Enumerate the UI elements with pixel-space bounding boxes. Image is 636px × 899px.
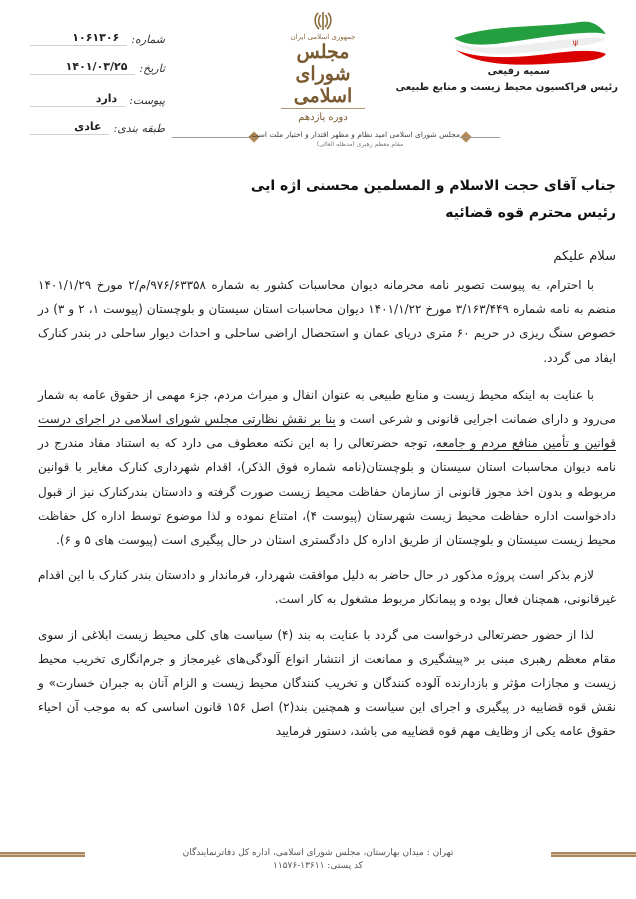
letter-body <box>38 273 616 755</box>
classification-row <box>30 115 165 135</box>
classification-line <box>30 118 109 135</box>
parliament-emblem <box>268 10 378 125</box>
motto-divider-right <box>460 137 500 138</box>
recipient-name: جناب آقای حجت الاسلام و المسلمین محسنی اژه ایی <box>250 178 616 194</box>
sender-name: سمیه رفیعی <box>487 66 550 77</box>
motto-text: مجلس شورای اسلامی امید نظام و مظهر اقتدار و اختیار ملت است. <box>248 130 460 139</box>
letter-number-row <box>30 26 165 46</box>
body-paragraph-3: لازم بذکر است پروژه مذکور در حال حاضر به دلیل موافقت شهردار، فرماندار و دادستان بندر کنارک با این اقدام غیرقانونی، همچنان فعال بوده و پیمانکار مربوط مشغول به کار است. <box>38 568 616 607</box>
letter-date-value: ۱۴۰۱/۰۳/۲۵ <box>65 60 128 73</box>
parliament-term: دوره یازدهم <box>298 112 348 123</box>
attachment-row <box>30 87 165 107</box>
letter-date-row <box>30 55 165 75</box>
motto-divider-left <box>172 137 252 138</box>
emblem-divider <box>281 108 365 109</box>
iran-emblem-icon <box>312 10 334 32</box>
sender-title: رئیس فراکسیون محیط زیست و منابع طبیعی <box>395 82 618 93</box>
footer-postal-code: کد پستی: ۱۳۶۱۱-۱۱۵۷۶ <box>273 861 363 871</box>
letter-number-label: شماره: <box>131 33 165 46</box>
classification-value: عادی <box>74 120 102 133</box>
letter-number-line <box>30 29 127 46</box>
underlined-phrase: بنا بر نقش نظارتی مجلس شورای اسلامی در اجرای درست قوانین و تأمین منافع مردم و جامعه <box>38 412 616 451</box>
motto-banner <box>150 128 500 152</box>
attachment-label: پیوست: <box>129 94 165 107</box>
classification-label: طبقه بندی: <box>113 122 165 135</box>
svg-text:ψ: ψ <box>572 38 578 47</box>
attachment-value: دارد <box>95 92 118 105</box>
footer-bar-right <box>551 852 636 857</box>
letter-number-value: ۱۰۶۱۳۰۶ <box>72 31 120 44</box>
recipient-block <box>251 173 616 227</box>
letter-date-label: تاریخ: <box>139 62 165 75</box>
body-paragraph-1: با احترام، به پیوست تصویر نامه محرمانه دیوان محاسبات کشور به شماره ۹۷۶/۶۳۳۵۸/م/۲ مورخ ۱۴۰۱/۱/۲۹ منضم به نامه شماره ۳/۱۶۳/۴۴۹ مورخ ۱۴۰۱/۱/۲۲ دیوان محاسبات استان سیستان و بلوچستان (پیوست ۱، ۲ و ۳) در خصوص سنگ ریزی در حریم ۶۰ متری دریای عمان و استحصال اراضی ساحلی و احداث دیوار ساحلی در بندر کنارک ایفاد می گردد. <box>38 278 617 365</box>
footer-bar-left <box>0 852 85 857</box>
body-paragraph-2 <box>38 383 616 552</box>
letter-date-line <box>30 58 135 75</box>
body-paragraph-4: لذا از حضور حضرتعالی درخواست می گردد با عنایت به بند (۴) سیاست های کلی محیط زیست ابلاغی از سوی مقام معظم رهبری مبنی بر «پیشگیری و ممانعت از انتشار انواع آلودگی‌های غیرمجاز و جرم‌انگاری تخریب محیط زیست و مجازات مؤثر و بازدارنده آلوده کنندگان و تخریب کنندگان محیط زیست و الزام آنان به جبران خسارت» و نقش قوه قضاییه در پیگیری و اجرای این سیاست و همچنین بند(۲) اصل ۱۵۶ قانون اساسی که به موجب آن احیاء حقوق عامه یکی از وظایف مهم قوه قضاییه می باشد، دستور فرمایید <box>38 627 616 739</box>
recipient-title: رئیس محترم قوه قضائیه <box>445 205 616 221</box>
emblem-subtitle: جمهوری اسلامی ایران <box>290 33 356 41</box>
body-paragraph-2-intro: با عنایت به اینکه محیط زیست و منابع طبیعی به عنوان انفال و میراث مردم، جزء مهمی از حقوق عامه به شمار می‌رود و دارای ضمانت اجرایی قانونی و شرعی است و <box>38 387 616 427</box>
footer-address: تهران : میدان بهارستان، مجلس شورای اسلامی، اداره کل دفاترنمایندگان <box>182 848 454 858</box>
footer-address-block <box>140 847 496 873</box>
attachment-line <box>30 90 125 107</box>
body-paragraph-2-rest: ، توجه حضرتعالی را به این نکته معطوف می دارد که به استناد مفاد مندرج در نامه دیوان محاسبات استان سیستان و بلوچستان(نامه شماره فوق الذکر)، اقدام شهرداری کنارک مغایر با قوانین مربوطه و بدون اخذ مجوز قانونی از سازمان حفاظت محیط زیست صورت گرفته و دادستان بندرکنارک نیز از قبول دادخواست اداره حفاظت محیط زیست شهرستان (پیوست ۴)، امتناع نموده و لذا موضوع توسط اداره کل حفاظت محیط زیست سیستان و بلوچستان از طریق اداره کل دادگستری استان در حال پیگیری است (پیوست های ۵ و ۶). <box>38 436 616 548</box>
iran-flag-ribbon-icon <box>450 20 610 68</box>
motto-attribution: مقام معظم رهبری (مدظله العالی) <box>316 141 404 148</box>
emblem-title: مجلس شورای اسلامی <box>293 41 353 107</box>
salutation: سلام علیکم <box>553 249 616 264</box>
